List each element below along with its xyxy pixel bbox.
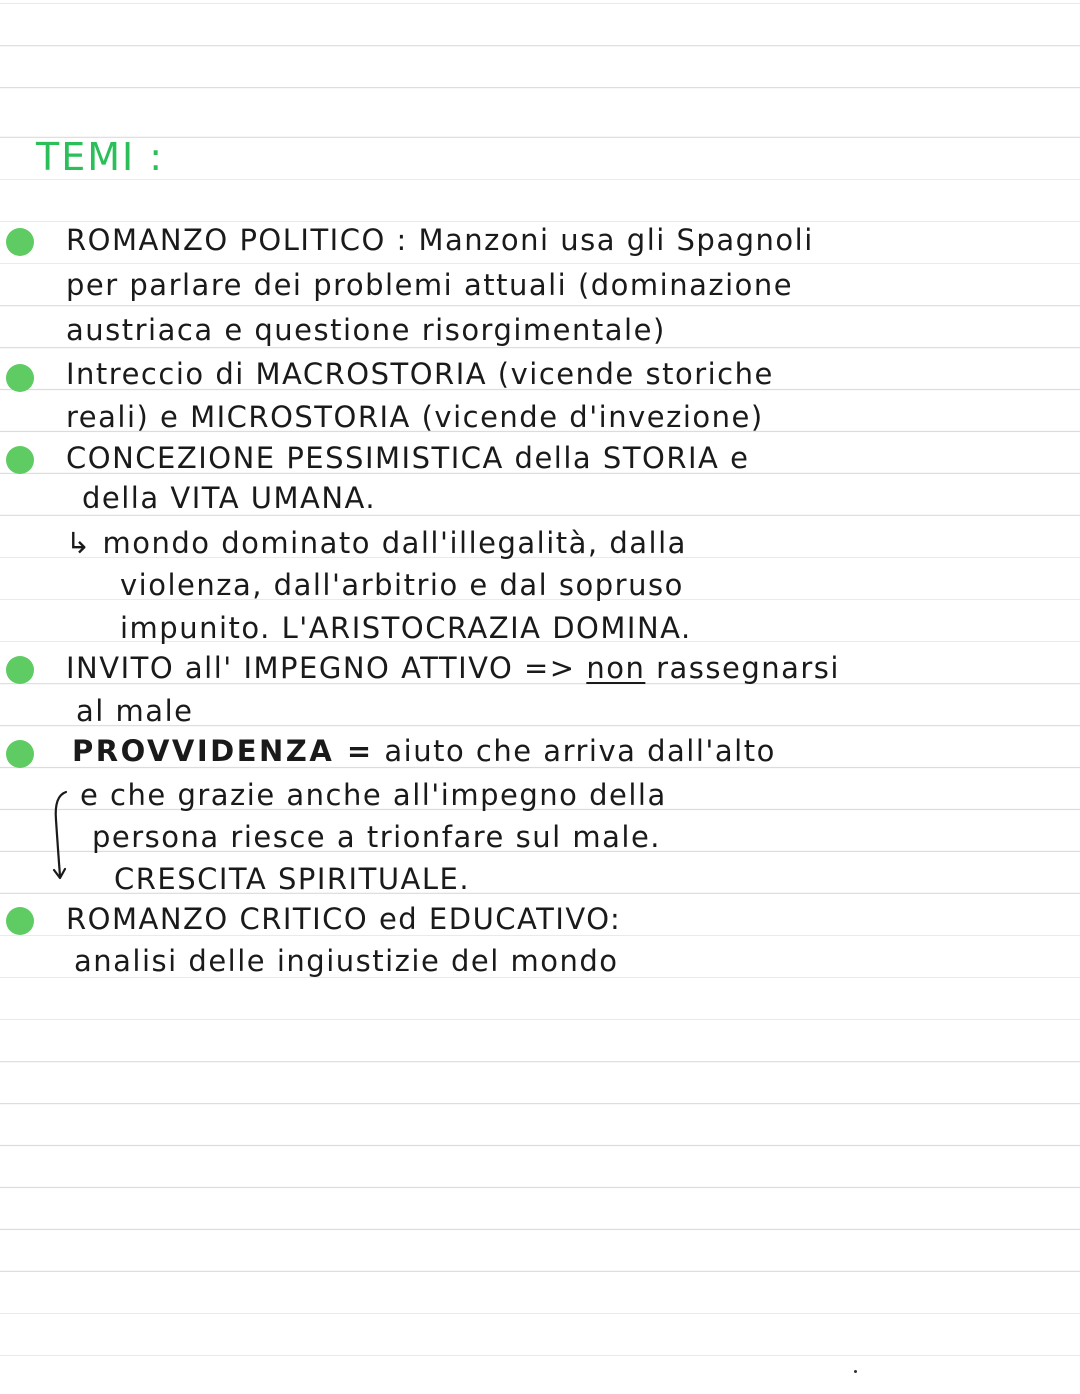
text-line: austriaca e questione risorgimentale)	[66, 313, 666, 347]
bullet-dot	[6, 364, 34, 392]
text-segment: aiuto che arriva dall'alto	[384, 734, 776, 768]
text-line: ROMANZO CRITICO ed EDUCATIVO:	[66, 902, 622, 936]
provvidenza-heading: PROVVIDENZA =	[72, 734, 374, 768]
text-line: analisi delle ingiustizie del mondo	[74, 944, 619, 978]
underlined-word: non	[586, 651, 646, 685]
text-line: ROMANZO POLITICO : Manzoni usa gli Spagnoli	[66, 223, 814, 257]
text-line: persona riesce a trionfare sul male.	[92, 820, 662, 854]
bullet-dot	[6, 446, 34, 474]
page-title: TEMI :	[36, 135, 165, 179]
text-line	[66, 651, 840, 685]
bullet-dot	[6, 740, 34, 768]
text-line	[72, 734, 776, 768]
text-line: al male	[76, 694, 194, 728]
text-line: CONCEZIONE PESSIMISTICA della STORIA e	[66, 441, 750, 475]
text-line: impunito. L'ARISTOCRAZIA DOMINA.	[120, 611, 692, 645]
text-line: violenza, dall'arbitrio e dal sopruso	[120, 568, 684, 602]
bullet-dot	[6, 228, 34, 256]
text-line: ↳ mondo dominato dall'illegalità, dalla	[66, 526, 687, 560]
bullet-dot	[6, 656, 34, 684]
text-segment: rassegnarsi	[656, 651, 840, 685]
text-line: e che grazie anche all'impegno della	[80, 778, 667, 812]
text-segment: INVITO all' IMPEGNO ATTIVO =>	[66, 651, 576, 685]
stray-dot	[854, 1370, 857, 1373]
text-line: reali) e MICROSTORIA (vicende d'invezione)	[66, 400, 764, 434]
bullet-dot	[6, 907, 34, 935]
text-line: per parlare dei problemi attuali (dominazione	[66, 268, 794, 302]
text-line: Intreccio di MACROSTORIA (vicende storiche	[66, 357, 774, 391]
text-line: CRESCITA SPIRITUALE.	[114, 862, 471, 896]
bracket-arrow-icon	[50, 790, 74, 882]
text-line: della VITA UMANA.	[82, 481, 377, 515]
